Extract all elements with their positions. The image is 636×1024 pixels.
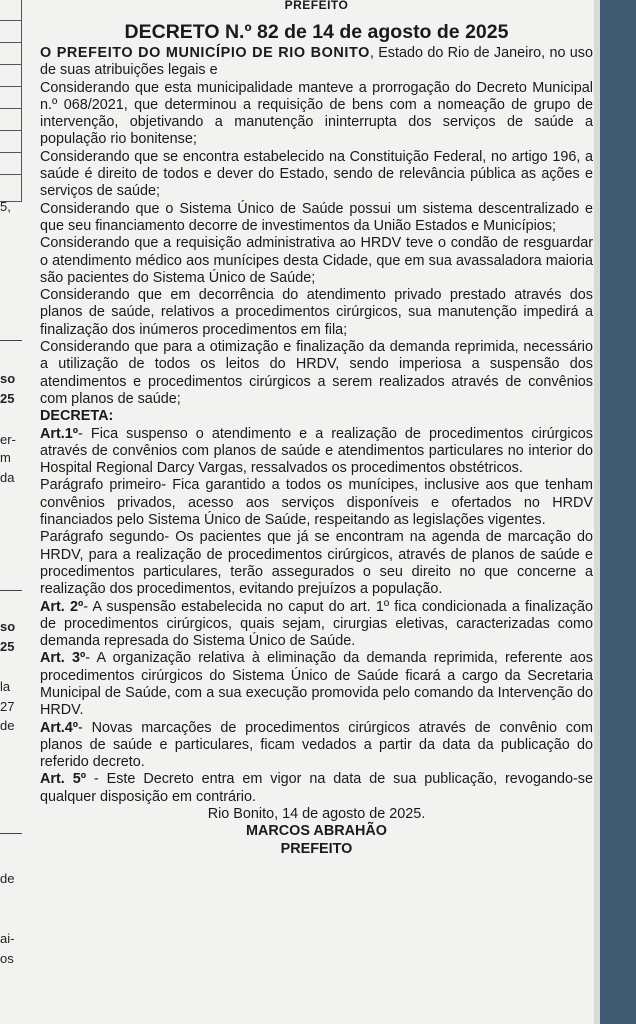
page-edge-bar bbox=[594, 0, 636, 1024]
article-text: - Fica suspenso o atendimento e a realização de procedimentos cirúrgicos através de convênios com planos de saúde e atendimentos particulares no interior do Hospital Regional Darcy Vargas, ressalvados os procedimentos obstétricos. bbox=[40, 425, 593, 477]
fragment-text: ai- bbox=[0, 931, 15, 946]
article-2 bbox=[40, 599, 593, 651]
column-divider bbox=[0, 340, 22, 341]
signer-name: MARCOS ABRAHÃO bbox=[246, 823, 387, 840]
article-text: - Este Decreto entra em vigor na data de sua publicação, revogando-se qualquer disposição em contrário. bbox=[40, 771, 593, 805]
fragment-text: 27 bbox=[0, 699, 15, 714]
article-label: Art. 2º bbox=[40, 598, 84, 615]
table-rule bbox=[0, 86, 22, 87]
considerando-paragraph: Considerando que esta municipalidade manteve a prorrogação do Decreto Municipal n.º 068/2021, que determinou a requisição de bens com a nomeação de grupo de intervenção, objetivando a manutenção ininterrupta dos serviços de saúde a população rio bonitense; bbox=[40, 79, 593, 148]
decree-column bbox=[40, 0, 593, 1024]
decree-body bbox=[40, 45, 593, 858]
article-text: - A suspensão estabelecida no caput do art. 1º fica condicionada a finalização de procedimentos cirúrgicos, quais sejam, cirurgias eletivas, caracterizadas como demanda represada do Sistema Único de Saúde. bbox=[40, 598, 593, 650]
fragment-text: 25 bbox=[0, 639, 15, 654]
intro-bold: O PREFEITO DO MUNICÍPIO DE RIO BONITO bbox=[40, 45, 370, 61]
header-cut-text: PREFEITO bbox=[284, 0, 349, 10]
fragment-text: 25 bbox=[0, 391, 15, 406]
table-rule bbox=[0, 130, 22, 131]
column-divider bbox=[0, 833, 22, 834]
article-4 bbox=[40, 720, 593, 772]
considerando-paragraph: Considerando que em decorrência do atendimento privado prestado através dos planos de saúde, relativos a procedimentos cirúrgicos, sua manutenção impedirá a finalização dos inúmeros procedimentos em fila; bbox=[40, 287, 593, 338]
column-divider bbox=[0, 590, 22, 591]
fragment-text: m bbox=[0, 450, 11, 465]
fragment-text: er- bbox=[0, 432, 16, 447]
considerando-paragraph: Considerando que se encontra estabelecido na Constituição Federal, no artigo 196, a saúde é direito de todos e dever do Estado, sendo de relevância pública as ações e serviços de saúde; bbox=[40, 148, 593, 200]
table-border bbox=[21, 0, 22, 202]
page-edge-margin bbox=[594, 0, 600, 1024]
fragment-text: da bbox=[0, 470, 15, 485]
article-1 bbox=[40, 426, 593, 478]
table-rule bbox=[0, 174, 22, 175]
article-label: Art. 3º bbox=[40, 650, 86, 667]
fragment-text: de bbox=[0, 718, 15, 733]
fragment-text: os bbox=[0, 951, 14, 966]
fragment-text: de bbox=[0, 871, 15, 886]
paragraph-one: Parágrafo primeiro- Fica garantido a todos os munícipes, inclusive aos que tenham convênios privados, acesso aos serviços disponíveis e ofertados no HRDV financiados pelo Sistema Único de Saúde, respeitando as legislações vigentes. bbox=[40, 477, 593, 529]
article-text: - A organização relativa à eliminação da demanda reprimida, referente aos procedimentos cirúrgicos do Sistema Único de Saúde ficará a cargo da Secretaria Municipal de Saúde, com a sua execução promovida pelo comando da Intervenção do HRDV. bbox=[40, 650, 593, 719]
considerando-paragraph: Considerando que o Sistema Único de Saúde possui um sistema descentralizado e que seu financiamento decorre de investimentos da União Estados e Municípios; bbox=[40, 200, 593, 234]
article-5 bbox=[40, 771, 593, 806]
article-3 bbox=[40, 650, 593, 719]
article-label: Art. 5º bbox=[40, 771, 86, 788]
table-rule bbox=[0, 20, 22, 21]
fragment-text: la bbox=[0, 679, 11, 694]
considerando-paragraph: Considerando que a requisição administrativa ao HRDV teve o condão de resguardar o atendimento médico aos munícipes desta Cidade, que em sua avassaladora maioria são pacientes do Sistema Único de Saúde; bbox=[40, 235, 593, 286]
fragment-text: so bbox=[0, 371, 16, 386]
table-rule bbox=[0, 152, 22, 153]
signer-title: PREFEITO bbox=[280, 840, 353, 857]
decreta-heading: DECRETA: bbox=[40, 408, 114, 425]
article-label: Art.4º bbox=[40, 719, 79, 736]
paragraph-two: Parágrafo segundo- Os pacientes que já se encontram na agenda de marcação do HRDV, para a realização de procedimentos cirúrgicos, através de planos de saúde e procedimentos particulares, terão assegurados o seu direito no que concerne a realização dos procedimentos, evitando prejuízos a população. bbox=[40, 529, 593, 598]
considerando-paragraph: Considerando que para a otimização e finalização da demanda reprimida, necessário a utilização de todos os leitos do HRDV, sendo imperiosa a suspensão dos atendimentos e procedimentos cirúrgicos a serem realizados através de convênios com planos de saúde; bbox=[40, 339, 593, 407]
article-label: Art.1º bbox=[40, 425, 79, 442]
intro-paragraph bbox=[40, 45, 593, 80]
table-rule bbox=[0, 42, 22, 43]
place-date: Rio Bonito, 14 de agosto de 2025. bbox=[207, 806, 426, 823]
fragment-text: 5, bbox=[0, 199, 11, 214]
intro-rest: , Estado do Rio de Janeiro, no uso de suas atribuições legais e bbox=[40, 45, 593, 79]
adjacent-column-fragment bbox=[0, 0, 38, 1024]
decree-title: DECRETO N.º 82 de 14 de agosto de 2025 bbox=[124, 21, 509, 43]
table-rule bbox=[0, 64, 22, 65]
article-text: - Novas marcações de procedimentos cirúrgicos através de convênio com planos de saúde e particulares, ficam vedados a partir da data da publicação do referido decreto. bbox=[40, 719, 593, 771]
fragment-text: so bbox=[0, 619, 16, 634]
table-rule bbox=[0, 108, 22, 109]
